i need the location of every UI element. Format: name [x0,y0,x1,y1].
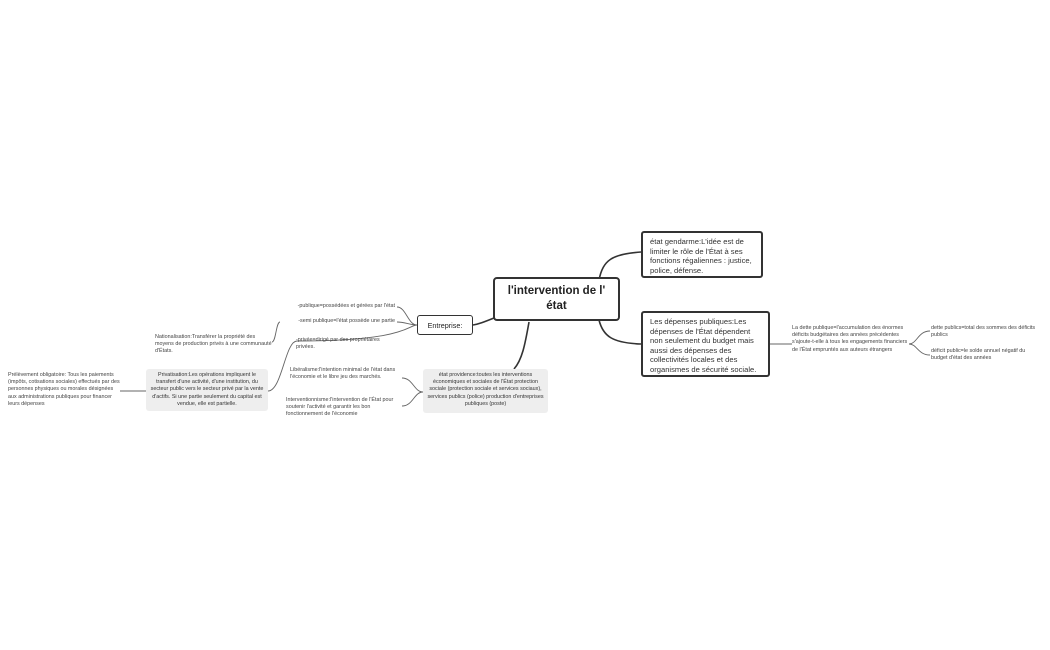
link-entreprise-semi [397,322,417,325]
topic-depenses-publiques[interactable]: Les dépenses publiques:Les dépenses de l'État dépendent non seulement du budget mais aussi des dépenses des collectivités locales et des organismes de sécurité sociale. [641,311,770,377]
link-providence-liberalisme [402,378,423,392]
link-providence-interventionnisme [402,392,423,406]
topic-privee[interactable]: -privée=dirigé par des propriétaires privées. [296,337,380,351]
topic-prelevement-obligatoire[interactable]: Prélèvement obligatoire: Tous les paiements (impôts, cotisations sociales) effectués par des personnes physiques ou morales désignées aux administrations publiques pour financer leurs dépenses [8,372,120,407]
link-dette-dette-publics [909,331,930,344]
topic-etat-providence[interactable]: état providence:toutes les interventions économiques et sociales de l'État protection sociale (protection sociale et services sociaux), services publics (police) production d'entreprises publiques (poste) [423,369,548,413]
link-central-depenses [599,320,641,344]
topic-dette-publics[interactable]: dette publics=total des sommes des déficits publics [931,325,1036,339]
link-privee-privatisation [268,341,297,391]
topic-liberalisme[interactable]: Libéralisme:l'intention minimal de l'état dans l'économie et le libre jeu des marchés. [290,367,396,381]
topic-deficit-public[interactable]: déficit public=le solde annuel négatif du budget d'état des années [931,348,1026,362]
topic-dette-publique[interactable]: La dette publique=l'accumulation des énormes déficits budgétaires des années précédentes s'ajoute-t-elle à tous les engagements financiers de l'État empruntés aux auteurs étrangers [792,325,908,353]
link-central-etat-gendarme [599,252,641,280]
topic-privatisation[interactable]: Privatisation:Les opérations impliquent le transfert d'une activité, d'une institution, du secteur public vers le secteur privé par la vente d'actifs. Si une partie seulement du capital est vendue, elle est partielle. [146,369,268,411]
link-central-entreprise [473,318,494,325]
topic-semi-publique[interactable]: -semi publique=l'état possède une partie [298,318,395,324]
topic-nationalisation[interactable]: Nationalisation:Transférer la propriété des moyens de production privés à une communauté d'États. [155,334,272,355]
link-dette-deficit [909,344,930,355]
topic-interventionnisme[interactable]: Interventionnisme:l'intervention de l'État pour soutenir l'activité et garantir les bon fonctionnement de l'économie [286,397,394,418]
topic-publique[interactable]: -publique=possédées et gérées par l'état [297,303,395,309]
topic-etat-gendarme[interactable]: état gendarme:L'idée est de limiter le rôle de l'État à ses fonctions régaliennes : justice, police, défense. [641,231,763,278]
topic-entreprise[interactable]: Entreprise: [417,315,473,335]
link-central-etat-providence [514,322,529,369]
central-topic[interactable]: l'intervention de l' état [493,277,620,321]
